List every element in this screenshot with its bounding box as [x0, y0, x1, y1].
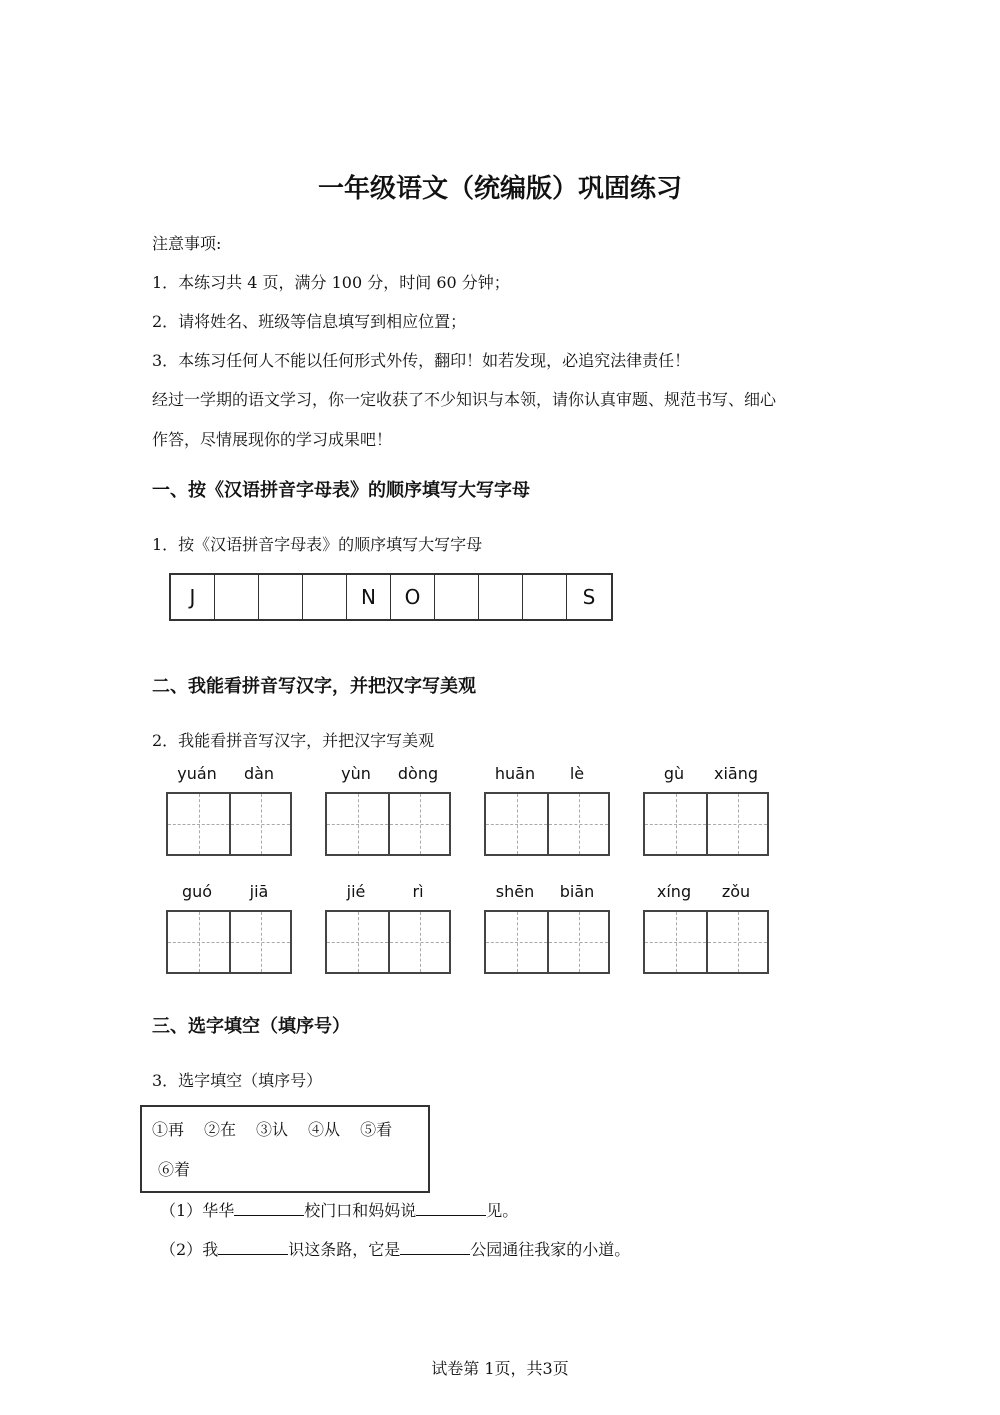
- note-item: 1．本练习共 4 页，满分 100 分，时间 60 分钟；: [152, 273, 510, 292]
- pinyin-label: biān: [559, 882, 595, 901]
- tianzige-grid[interactable]: [643, 910, 769, 974]
- pinyin-group: [643, 764, 769, 856]
- letter-cell: J: [171, 575, 215, 619]
- tianzige-cell[interactable]: [547, 912, 608, 972]
- options-row: [152, 1117, 412, 1140]
- item-label: （2）: [160, 1240, 203, 1259]
- option-item: ③认: [256, 1120, 289, 1139]
- note-item: 2．请将姓名、班级等信息填写到相应位置；: [152, 312, 467, 331]
- pinyin-label: gù: [663, 764, 685, 783]
- answer-blank[interactable]: [218, 1238, 288, 1255]
- intro-text: 作答，尽情展现你的学习成果吧！: [152, 430, 393, 449]
- tianzige-cell[interactable]: [486, 794, 547, 854]
- item-text: 识这条路，它是: [288, 1240, 401, 1259]
- tianzige-cell[interactable]: [327, 912, 388, 972]
- item-label: （1）: [160, 1201, 203, 1220]
- tianzige-cell[interactable]: [706, 794, 767, 854]
- pinyin-label: shēn: [495, 882, 535, 901]
- question-3: 3．选字填空（填序号）: [152, 1071, 323, 1090]
- option-item: ④从: [308, 1120, 341, 1139]
- pinyin-label: yuán: [177, 764, 217, 783]
- pinyin-group: [643, 882, 769, 974]
- pinyin-group: [325, 882, 451, 974]
- options-box: [140, 1105, 430, 1193]
- letter-cell: O: [391, 575, 435, 619]
- option-item: ⑤看: [360, 1120, 393, 1139]
- fill-item-2: [160, 1238, 630, 1262]
- item-text: 我: [202, 1240, 219, 1259]
- option-item: ⑥着: [158, 1160, 191, 1179]
- pinyin-label: dàn: [243, 764, 275, 783]
- tianzige-cell[interactable]: [229, 794, 290, 854]
- letter-cell[interactable]: [303, 575, 347, 619]
- pinyin-label: rì: [412, 882, 424, 901]
- letter-cell[interactable]: [523, 575, 567, 619]
- answer-blank[interactable]: [400, 1238, 470, 1255]
- pinyin-label: lè: [569, 764, 585, 783]
- item-text: 华华: [202, 1201, 235, 1220]
- option-item: ①再: [152, 1120, 185, 1139]
- pinyin-label: dòng: [397, 764, 439, 783]
- pinyin-label: huān: [494, 764, 536, 783]
- item-text: 公园通往我家的小道。: [470, 1240, 631, 1259]
- tianzige-cell[interactable]: [388, 794, 449, 854]
- letter-cell[interactable]: [215, 575, 259, 619]
- answer-blank[interactable]: [416, 1199, 486, 1216]
- tianzige-grid[interactable]: [166, 792, 292, 856]
- letter-cell: N: [347, 575, 391, 619]
- section1-heading: 一、按《汉语拼音字母表》的顺序填写大写字母: [152, 480, 530, 501]
- question-2: 2．我能看拼音写汉字，并把汉字写美观: [152, 731, 435, 750]
- page-footer: 试卷第 1页，共3页: [431, 1359, 569, 1378]
- pinyin-label: yùn: [341, 764, 371, 783]
- tianzige-grid[interactable]: [484, 910, 610, 974]
- tianzige-cell[interactable]: [486, 912, 547, 972]
- pinyin-label: guó: [181, 882, 213, 901]
- tianzige-cell[interactable]: [645, 794, 706, 854]
- tianzige-grid[interactable]: [643, 792, 769, 856]
- letter-cell[interactable]: [435, 575, 479, 619]
- pinyin-label: xíng: [656, 882, 692, 901]
- letter-cell[interactable]: [479, 575, 523, 619]
- item-text: 见。: [486, 1201, 519, 1220]
- note-item: 3．本练习任何人不能以任何形式外传，翻印！如若发现，必追究法律责任！: [152, 351, 691, 370]
- tianzige-cell[interactable]: [229, 912, 290, 972]
- tianzige-cell[interactable]: [388, 912, 449, 972]
- answer-blank[interactable]: [234, 1199, 304, 1216]
- pinyin-group: [484, 764, 610, 856]
- pinyin-label: jiā: [249, 882, 269, 901]
- letter-cell[interactable]: [259, 575, 303, 619]
- question-1: 1．按《汉语拼音字母表》的顺序填写大写字母: [152, 535, 483, 554]
- page-title: 一年级语文（统编版）巩固练习: [317, 174, 682, 204]
- tianzige-cell[interactable]: [168, 912, 229, 972]
- option-item: ②在: [204, 1120, 237, 1139]
- fill-item-1: [160, 1199, 518, 1223]
- pinyin-group: [325, 764, 451, 856]
- intro-text: 经过一学期的语文学习，你一定收获了不少知识与本领，请你认真审题、规范书写、细心: [152, 390, 777, 409]
- tianzige-grid[interactable]: [325, 792, 451, 856]
- tianzige-grid[interactable]: [484, 792, 610, 856]
- pinyin-label: xiāng: [713, 764, 758, 783]
- pinyin-group: [484, 882, 610, 974]
- section3-heading: 三、选字填空（填序号）: [152, 1016, 350, 1037]
- letter-cell: S: [582, 585, 596, 609]
- item-text: 校门口和妈妈说: [304, 1201, 417, 1220]
- section2-heading: 二、我能看拼音写汉字，并把汉字写美观: [152, 676, 476, 697]
- pinyin-label: jié: [346, 882, 366, 901]
- notes-heading: 注意事项:: [152, 234, 222, 253]
- tianzige-grid[interactable]: [166, 910, 292, 974]
- tianzige-cell[interactable]: [547, 794, 608, 854]
- pinyin-group: [166, 882, 292, 974]
- tianzige-cell[interactable]: [645, 912, 706, 972]
- tianzige-cell[interactable]: [327, 794, 388, 854]
- tianzige-cell[interactable]: [168, 794, 229, 854]
- alphabet-strip: [169, 573, 613, 621]
- options-row: [158, 1157, 210, 1180]
- tianzige-cell[interactable]: [706, 912, 767, 972]
- tianzige-grid[interactable]: [325, 910, 451, 974]
- pinyin-label: zǒu: [721, 882, 751, 901]
- pinyin-group: [166, 764, 292, 856]
